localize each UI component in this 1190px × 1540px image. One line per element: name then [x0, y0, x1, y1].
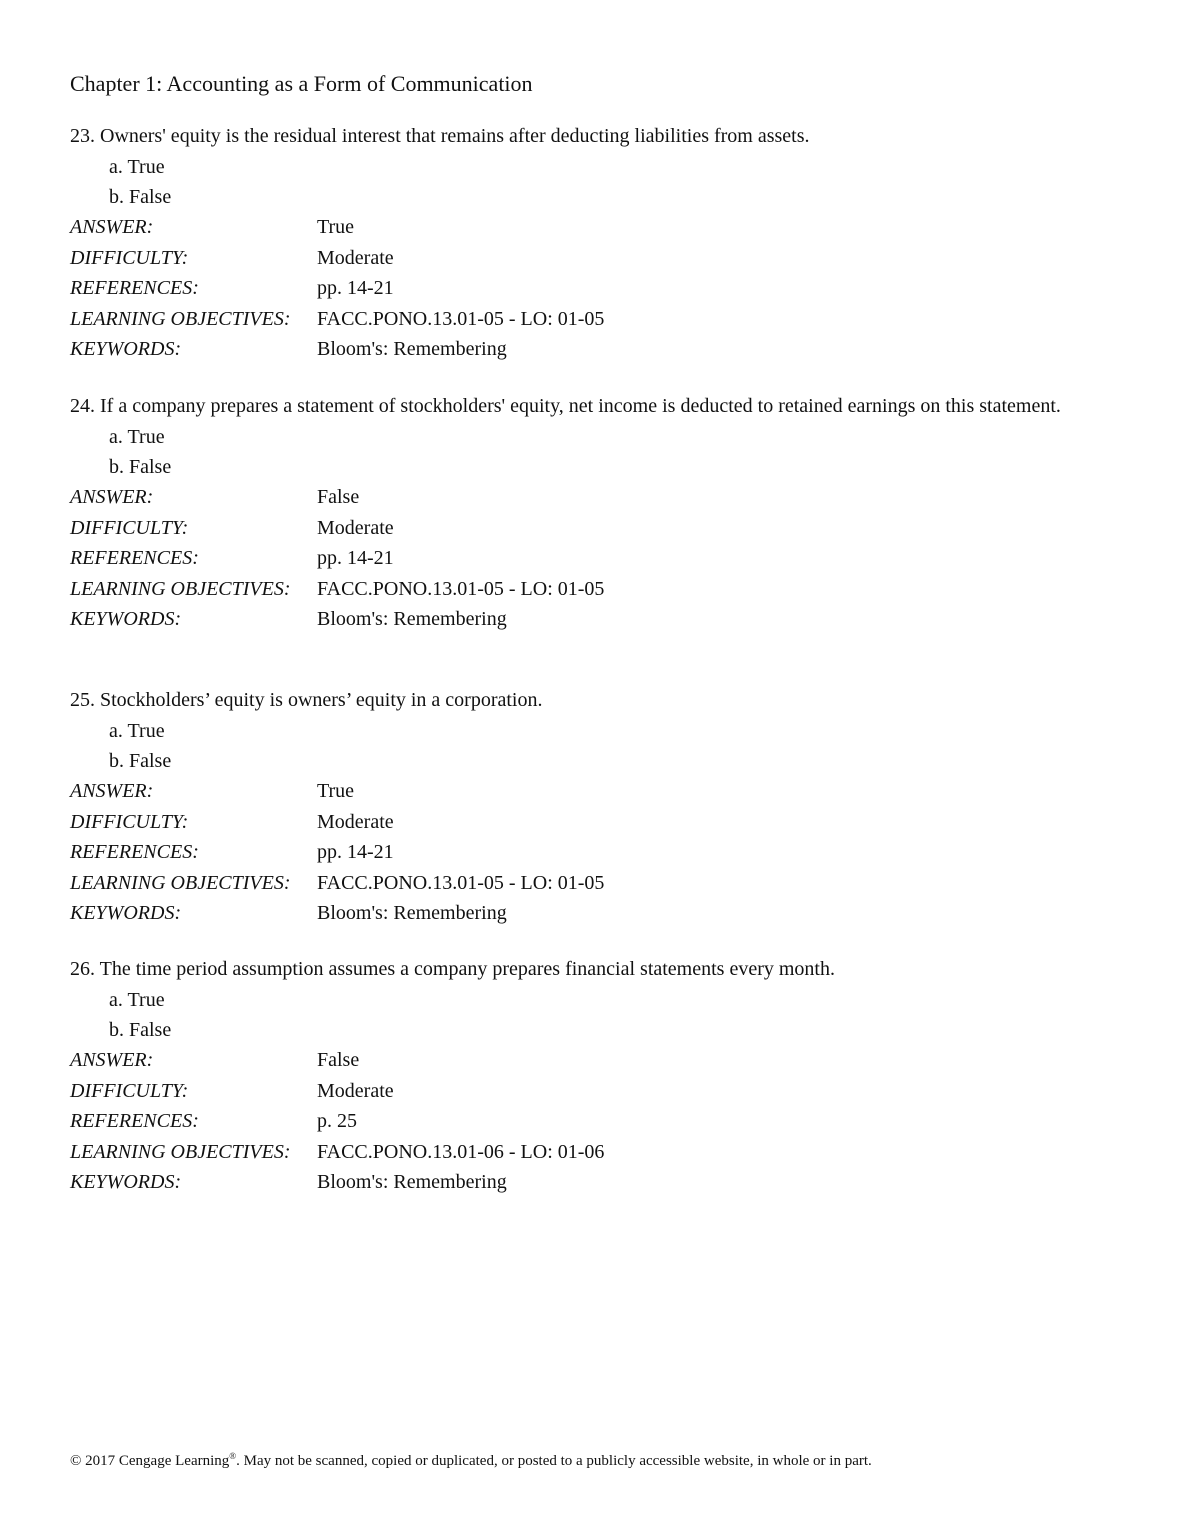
copyright-suffix: . May not be scanned, copied or duplicated, or posted to a publicly accessible website, in whole or in part. [236, 1453, 872, 1469]
question-stem: 26. The time period assumption assumes a company prepares financial statements every month. [70, 958, 835, 980]
learning-objectives-value: FACC.PONO.13.01-05 - LO: 01-05 [317, 871, 605, 894]
learning-objectives-value: FACC.PONO.13.01-06 - LO: 01-06 [317, 1140, 605, 1163]
learning-objectives-row [70, 304, 1130, 335]
answer-value: True [317, 780, 355, 802]
references-row [70, 543, 1130, 574]
keywords-label: KEYWORDS: [70, 338, 182, 360]
option-true: a. True [109, 989, 165, 1011]
keywords-row [70, 1167, 1130, 1198]
question-stem: 23. Owners' equity is the residual interest that remains after deducting liabilities from assets. [70, 125, 810, 147]
keywords-label: KEYWORDS: [70, 1171, 182, 1193]
difficulty-value: Moderate [317, 246, 394, 269]
learning-objectives-row [70, 1137, 1130, 1168]
answer-label: ANSWER: [70, 780, 154, 802]
page-title: Chapter 1: Accounting as a Form of Communication [70, 71, 533, 96]
question-block [70, 394, 1130, 635]
answer-row [70, 1045, 1130, 1076]
keywords-value: Bloom's: Remembering [317, 902, 507, 924]
references-row [70, 273, 1130, 304]
answer-label: ANSWER: [70, 486, 154, 508]
references-row [70, 1106, 1130, 1137]
references-label: REFERENCES: [70, 841, 199, 863]
keywords-value: Bloom's: Remembering [317, 1171, 507, 1193]
option-true: a. True [109, 156, 165, 178]
option-false: b. False [109, 456, 172, 478]
difficulty-row [70, 513, 1130, 544]
registered-mark: ® [229, 1451, 237, 1461]
difficulty-value: Moderate [317, 516, 394, 539]
answer-row [70, 482, 1130, 513]
difficulty-label: DIFFICULTY: [70, 246, 189, 269]
learning-objectives-value: FACC.PONO.13.01-05 - LO: 01-05 [317, 307, 605, 330]
question-stem: 25. Stockholders’ equity is owners’ equity in a corporation. [70, 689, 543, 711]
learning-objectives-row [70, 574, 1130, 605]
keywords-value: Bloom's: Remembering [317, 338, 507, 360]
copyright-prefix: © 2017 Cengage Learning [70, 1453, 230, 1469]
option-false: b. False [109, 750, 172, 772]
references-value: p. 25 [317, 1110, 357, 1132]
keywords-label: KEYWORDS: [70, 902, 182, 924]
difficulty-row [70, 807, 1130, 838]
learning-objectives-row [70, 868, 1130, 899]
references-value: pp. 14-21 [317, 277, 394, 299]
answer-label: ANSWER: [70, 1049, 154, 1071]
difficulty-label: DIFFICULTY: [70, 516, 189, 539]
difficulty-row [70, 243, 1130, 274]
references-row [70, 837, 1130, 868]
answer-value: True [317, 216, 355, 238]
keywords-row [70, 604, 1130, 635]
references-label: REFERENCES: [70, 277, 199, 299]
learning-objectives-label: LEARNING OBJECTIVES: [70, 871, 291, 894]
difficulty-value: Moderate [317, 810, 394, 833]
keywords-label: KEYWORDS: [70, 608, 182, 630]
answer-row [70, 212, 1130, 243]
answer-value: False [317, 1049, 360, 1071]
keywords-value: Bloom's: Remembering [317, 608, 507, 630]
references-label: REFERENCES: [70, 1110, 199, 1132]
difficulty-label: DIFFICULTY: [70, 1079, 189, 1102]
question-block [70, 688, 1130, 929]
keywords-row [70, 898, 1130, 929]
option-false: b. False [109, 186, 172, 208]
difficulty-label: DIFFICULTY: [70, 810, 189, 833]
answer-label: ANSWER: [70, 216, 154, 238]
learning-objectives-label: LEARNING OBJECTIVES: [70, 307, 291, 330]
keywords-row [70, 334, 1130, 365]
option-true: a. True [109, 720, 165, 742]
difficulty-value: Moderate [317, 1079, 394, 1102]
references-label: REFERENCES: [70, 547, 199, 569]
references-value: pp. 14-21 [317, 547, 394, 569]
question-block [70, 957, 1130, 1198]
option-false: b. False [109, 1019, 172, 1041]
answer-value: False [317, 486, 360, 508]
option-true: a. True [109, 426, 165, 448]
learning-objectives-label: LEARNING OBJECTIVES: [70, 1140, 291, 1163]
learning-objectives-label: LEARNING OBJECTIVES: [70, 577, 291, 600]
question-block [70, 124, 1130, 365]
answer-row [70, 776, 1130, 807]
difficulty-row [70, 1076, 1130, 1107]
copyright-footer [70, 1451, 872, 1471]
question-stem: 24. If a company prepares a statement of stockholders' equity, net income is deducted to retained earnings on this statement. [70, 395, 1061, 417]
learning-objectives-value: FACC.PONO.13.01-05 - LO: 01-05 [317, 577, 605, 600]
references-value: pp. 14-21 [317, 841, 394, 863]
